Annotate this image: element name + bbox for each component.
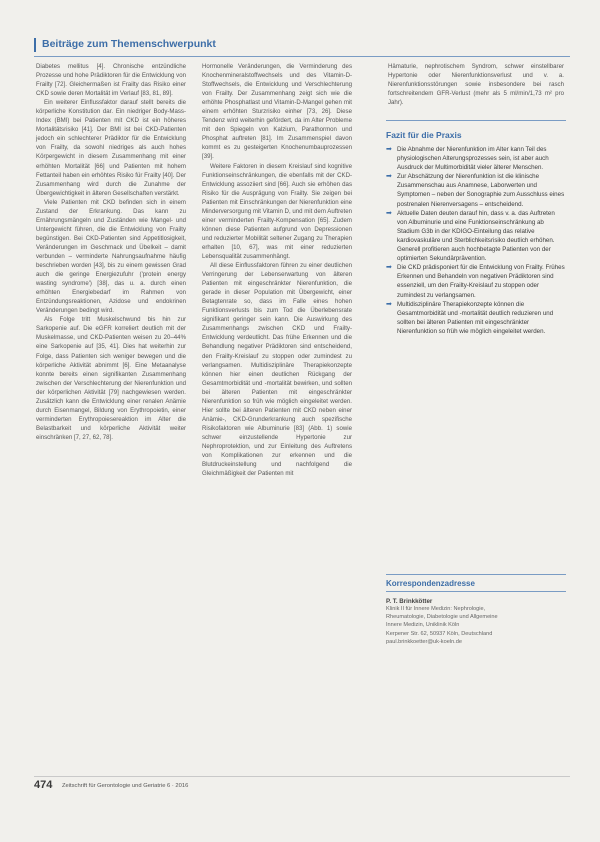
text-column-3 bbox=[388, 62, 564, 107]
fazit-item-text: Die Abnahme der Nierenfunktion im Alter kann Teil des physiologischen Alterungsprozesses sein, ist aber auch Ausdruck der Multimorbidität vieler älterer Menschen. bbox=[397, 146, 549, 172]
fazit-item-text: Die CKD prädisponiert für die Entwicklung von Frailty. Frühes Erkennen und Behandeln von negativen Prädiktoren sind essenziell, um den Frailty-Kreislauf zu stoppen oder zumindest zu verlangsamen. bbox=[397, 264, 565, 299]
arrow-right-icon: ➡ bbox=[386, 264, 392, 272]
arrow-right-icon: ➡ bbox=[386, 300, 392, 308]
text-column-1 bbox=[36, 62, 186, 442]
paragraph: Hormonelle Veränderungen, die Verminderung des Knochenmineralstoffwechsels und des Vitamin-D-Stoffwechsels, die Entwicklung und Verschlechterung von Frailty. Der Zusammenhang zeigt sich wie die erhöhte Phosphatlast und Vitamin-D-Mangel gehen mit einem erhöhten Sturzrisiko einher [73, 26]. Diese Tendenz wird weiterhin gefördert, da im Alter Probleme mit den Spiegeln von Kalzium, Parathormon und Phosphat auftreten [81]. Im Zusammenspiel davon kommt es zu gesteigerten Knochenumbauprozessen [39]. bbox=[202, 63, 352, 161]
fazit-item-text: Aktuelle Daten deuten darauf hin, dass v. a. das Auftreten von Albuminurie und eine Funktionseinschränkung ab Stadium G3b in der KDIGO-Einteilung das relative kardiovaskuläre und Sterblichkeitsrisiko deutlich erhöhen. Generell profitieren auch hochbetagte Patienten von der optimierten Sekundärprävention. bbox=[397, 209, 555, 263]
paragraph: Viele Patienten mit CKD befinden sich in einem Zustand der Erkrankung. Das kann zu Ernährungsmängeln und Zuständen wie Mangel- und Untergewicht führen, die die Entwicklung von Frailty begünstigen. Bei CKD-Patienten sind Appetitlosigkeit, Veränderungen im Geschmack und Übelkeit – damit verbunden – verminderte Nahrungsaufnahme häufig beschrieben worden [43], bis zu einem gewissen Grad auch die geringe Energiezufuhr ('protein energy wasting syndrome') [38], das u. a. durch einen erhöhten Energiebedarf im Rahmen von Entzündungsreaktionen, Azidose und endokrinen Veränderungen bedingt wird. bbox=[36, 198, 186, 315]
fazit-item-text: Zur Abschätzung der Nierenfunktion ist die klinische Zusammenschau aus Anamnese, Laborwerten und Symptomen – neben der Sonographie zum Ausschluss eines postrenalen Nierenversagens – entscheidend. bbox=[397, 173, 565, 208]
fazit-item bbox=[386, 209, 566, 264]
email-link[interactable]: paul.brinkkoetter@uk-koeln.de bbox=[386, 638, 462, 645]
address-line: Kerpener Str. 62, 50937 Köln, Deutschland bbox=[386, 630, 493, 637]
address-line: Rheumatologie, Diabetologie und Allgemeine bbox=[386, 614, 498, 621]
paragraph: Ein weiterer Einflussfaktor darauf stellt bereits die körperliche Konstitution dar. Ein niedriger Body-Mass-Index (BMI) bei Patienten mit CKD ist ein höheres Mortalitätsrisiko [41]. Der BMI ist bei CKD-Patienten jedoch ein schlechterer Prädiktor für die Entwicklung von Frailty, da sowohl niedriges als auch hohes Körpergewicht in diesem Zusammenhang mit einer erhöhten Mortalität [66] und Patienten mit hohem Fettanteil haben ein erhöhtes Risiko für Frailty [40]. Der Zusammenhang wird durch die Zunahme der Übergewichtigkeit in älteren Gesellschaften verstärkt. bbox=[36, 99, 186, 197]
correspondence-name: P. T. Brinkkötter bbox=[386, 598, 433, 605]
fazit-item bbox=[386, 300, 566, 336]
arrow-right-icon: ➡ bbox=[386, 173, 392, 181]
arrow-right-icon: ➡ bbox=[386, 209, 392, 217]
paragraph: All diese Einflussfaktoren führen zu einer deutlichen Verringerung der Lebenserwartung von älteren Patienten mit eingeschränkter Nierenfunktion, die gerade in dieser Population mit Übergewicht, einer Betagtenrate so, dass im Falle eines hohen Funktionsverlusts bis zum Tod die Überlebensrate signifikant geringer sein kann. Die Auswirkung des Zusammenhangs zwischen CKD und Frailty-Entwicklung verdeutlicht. Das frühe Erkennen und die Behandlung negativer Prädiktoren sind entscheidend, den Frailty-Kreislauf zu stoppen oder zumindest zu verlangsamen. Multidisziplinäre Therapiekonzepte können hier einen deutlichen Rückgang der Gesamtmorbidität und -mortalität bewirken, und sollten bei älteren Patienten mit eingeschränkter Nierenfunktion so früh wie möglich eingeleitet werden. Hier sollte bei älteren Patienten mit CKD neben einer Anämie-, CKD-Grunderkrankung auch spezifische Risikofaktoren wie Albuminurie [83] (Abb. 1) sowie schwer einzustellende Hypertonie zur Nephroprotektion, und zur Einleitung des Auftretens von Komplikationen zur erkennen und die Blutdruckeinstellung und nachfolgend die Gleichmäßigkeit der Patienten mit bbox=[202, 262, 352, 478]
fazit-item bbox=[386, 263, 566, 299]
fazit-item bbox=[386, 145, 566, 172]
paragraph: Hämaturie, nephrotischem Syndrom, schwer einstellbarer Hypertonie oder Nierenfunktionsverlust und v. a. Nierenfunktionsstörungen sowie insbesondere bei rasch fortschreitendem GFR-Verlust (mehr als 5 ml/min/1,73 m² pro Jahr). bbox=[388, 63, 564, 107]
paragraph: Weitere Faktoren in diesem Kreislauf sind kognitive Funktionseinschränkungen, die ebenfalls mit der CKD-Entwicklung assoziiert sind [66]. Auch sie erhöhen das Risiko für die Ausprägung von Frailty. Sie zeigen bei Patienten mit Einschränkungen der Nierenfunktion eine Minderversorgung mit Vitamin D, und mit dem Auftreten einer verminderten Frailty-Kompensation [65]. Zudem können diese Patienten aufgrund von Depressionen und reduzierter Mobilität seltener Zugang zu Therapien erhalten [10, 67], was mit einer reduzierten Lebensqualität zusammenhängt. bbox=[202, 162, 352, 260]
section-header bbox=[34, 36, 570, 57]
fazit-box bbox=[386, 120, 566, 336]
page-number: 474 bbox=[34, 779, 53, 791]
paragraph: Als Folge tritt Muskelschwund bis hin zur Sarkopenie auf. Die eGFR korreliert deutlich mit der Muskelmasse, und CKD-Patienten weisen zu 20–44% eine Sarkopenie auf [35, 41]. Dies hat weiterhin zur Folge, dass Patienten sich weniger bewegen und die körperliche Aktivität abnimmt [6]. Eine Metaanalyse konnte bereits einen signifikanten Zusammenhang zwischen der Verschlechterung der Nierenfunktion und der körperlichen Aktivität [79] nachgewiesen werden. Zusätzlich kann die Entwicklung einer renalen Anämie durch Eisenmangel, Bildung von Erythropoietin, einer verminderten Erythropoiesereaktion im Alter die Belastbarkeit und körperliche Aktivität weiter einschränken [7, 27, 62, 78]. bbox=[36, 316, 186, 441]
correspondence-title: Korrespondenzadresse bbox=[386, 574, 566, 592]
header-accent-bar bbox=[34, 38, 36, 52]
fazit-list bbox=[386, 145, 566, 336]
fazit-item-text: Multidisziplinäre Therapiekonzepte können die Gesamtmorbidität und -mortalität deutlich reduzieren und sollten bei älteren Patienten mit eingeschränkter Nierenfunktion so früh wie möglich eingeleitet werden. bbox=[397, 300, 554, 335]
page-footer bbox=[34, 776, 570, 791]
section-title: Beiträge zum Themenschwerpunkt bbox=[42, 38, 216, 50]
arrow-right-icon: ➡ bbox=[386, 146, 392, 153]
address-line: Klinik II für Innere Medizin: Nephrologie, bbox=[386, 606, 486, 612]
fazit-title: Fazit für die Praxis bbox=[386, 120, 566, 140]
correspondence-box bbox=[386, 574, 566, 646]
fazit-item bbox=[386, 172, 566, 208]
journal-citation: Zeitschrift für Gerontologie und Geriatrie 6 · 2016 bbox=[62, 783, 189, 789]
text-column-2 bbox=[202, 62, 352, 478]
paragraph: Diabetes mellitus [4]. Chronische entzündliche Prozesse und hohe Prädiktoren für die Entwicklung von Frailty [72]. Gleichermaßen ist Frailty das Risiko einer CKD sowie deren Mortalität im Verlauf [83, 81, 89]. bbox=[36, 63, 186, 98]
address-line: Innere Medizin, Uniklinik Köln bbox=[386, 622, 460, 629]
